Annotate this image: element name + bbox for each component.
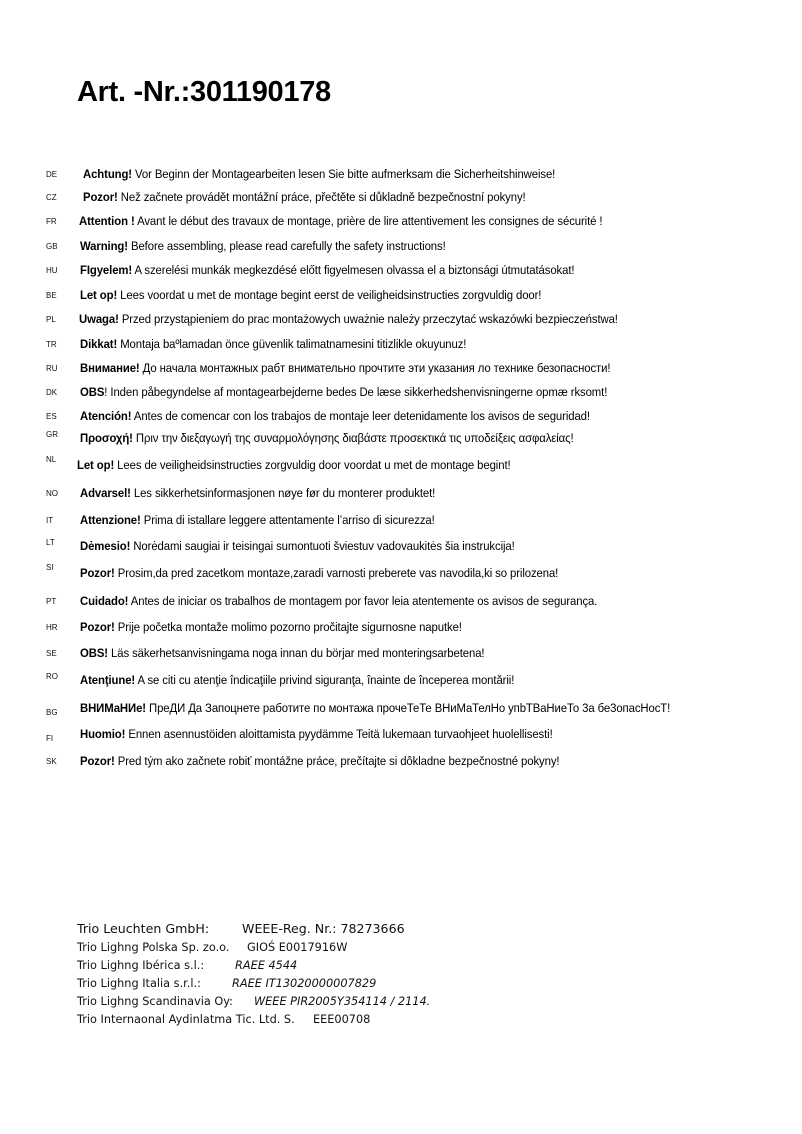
warning-row-hr bbox=[0, 620, 802, 640]
warning-row-no bbox=[0, 486, 802, 506]
warning-label: Cuidado! bbox=[80, 594, 129, 608]
language-code: PL bbox=[46, 315, 56, 324]
language-code: PT bbox=[46, 597, 57, 606]
warning-label: Let op! bbox=[77, 458, 115, 472]
warning-text bbox=[80, 288, 541, 302]
language-code: RO bbox=[46, 672, 58, 681]
language-code: DE bbox=[46, 170, 58, 179]
warning-text bbox=[79, 214, 602, 228]
warning-message: Przed przystąpieniem do prac montażowych uważnie należy przeczytać wskazówki bezpieczeństwa! bbox=[118, 312, 618, 326]
warning-label: Dėmesio! bbox=[80, 539, 131, 553]
warning-text bbox=[80, 646, 484, 660]
warning-message: Lees de veiligheidsinstructies zorgvuldig door voordat u met de montage begint! bbox=[114, 458, 511, 472]
warning-label: Uwaga! bbox=[79, 312, 119, 326]
language-code: ES bbox=[46, 412, 57, 421]
warning-message: ! Inden påbegyndelse af montagearbejderne bedes De læse sikkerhedshenvisningerne opmæ rksomt! bbox=[104, 385, 608, 399]
warning-label: Huomio! bbox=[80, 727, 126, 741]
language-code: IT bbox=[46, 516, 54, 525]
warning-text bbox=[79, 312, 618, 326]
warning-text bbox=[80, 539, 515, 553]
warning-label: OBS bbox=[80, 385, 105, 399]
warning-message: Prima di istallare leggere attentamente l’arriso di sicurezza! bbox=[140, 513, 435, 527]
warning-text bbox=[80, 673, 514, 687]
warning-label: Attention ! bbox=[79, 214, 135, 228]
registration-number: RAEE 4544 bbox=[235, 959, 298, 972]
company-name: Trio Internaonal Aydinlatma Tic. Ltd. S. bbox=[77, 1013, 295, 1026]
language-code: HR bbox=[46, 623, 58, 632]
warning-text bbox=[80, 361, 610, 375]
language-code: BG bbox=[46, 708, 58, 717]
registration-number: EEE00708 bbox=[313, 1013, 371, 1026]
warning-label: Atenţiune! bbox=[80, 673, 136, 687]
warning-text bbox=[80, 239, 446, 253]
warning-message: Montaja baºlamadan önce güvenlik talimatnamesini titizlikle okuyunuz! bbox=[117, 337, 467, 351]
warning-message: Než začnete provádět montážní práce, přečtěte si důkladně bezpečnostní pokyny! bbox=[117, 190, 526, 204]
warning-text bbox=[80, 513, 435, 527]
warning-row-pl bbox=[0, 312, 802, 332]
warning-label: Pozor! bbox=[83, 190, 118, 204]
warning-message: Before assembling, please read carefully the safety instructions! bbox=[127, 239, 446, 253]
warning-row-fi bbox=[0, 727, 802, 747]
language-code: TR bbox=[46, 340, 57, 349]
warning-label: Attenzione! bbox=[80, 513, 141, 527]
warning-row-bg bbox=[0, 701, 802, 721]
warning-message: Läs säkerhetsanvisningama noga innan du börjar med monteringsarbetena! bbox=[107, 646, 485, 660]
warning-message: Pred tým ako začnete robiť montážne práce, prečítajte si dôkladne bezpečnostné pokyny! bbox=[114, 754, 560, 768]
language-code: DK bbox=[46, 388, 58, 397]
warning-row-nl bbox=[0, 455, 802, 478]
warning-text bbox=[80, 337, 466, 351]
warning-label: OBS! bbox=[80, 646, 108, 660]
warning-row-fr bbox=[0, 214, 802, 234]
warning-label: Pozor! bbox=[80, 620, 115, 634]
warning-text bbox=[80, 727, 553, 741]
language-code: FR bbox=[46, 217, 57, 226]
warning-message: Prosim,da pred zacetkom montaze,zaradi varnosti preberete vas navodila,ki so prilozena! bbox=[114, 566, 559, 580]
warning-text bbox=[77, 458, 511, 472]
warning-text bbox=[80, 263, 574, 277]
warning-message: Avant le début des travaux de montage, prière de lire attentivement les consignes de sécurité ! bbox=[134, 214, 603, 228]
registration-number: WEEE PIR2005Y354114 / 2114. bbox=[254, 995, 431, 1008]
warning-label: Pozor! bbox=[80, 566, 115, 580]
warning-message: A szerelési munkák megkezdésé előtt figyelmesen olvassa el a biztonsági útmutatásokat! bbox=[132, 263, 575, 277]
warning-row-es bbox=[0, 409, 802, 429]
warning-label: Atención! bbox=[80, 409, 132, 423]
language-code: SK bbox=[46, 757, 57, 766]
warning-row-se bbox=[0, 646, 802, 666]
warning-message: Les sikkerhetsinformasjonen nøye før du monterer produktet! bbox=[130, 486, 436, 500]
company-name: Trio Lighng Scandinavia Oy: bbox=[77, 995, 233, 1008]
warning-label: Pozor! bbox=[80, 754, 115, 768]
language-code: SI bbox=[46, 563, 54, 572]
warning-message: Lees voordat u met de montage begint eerst de veiligheidsinstructies zorgvuldig door! bbox=[117, 288, 542, 302]
warning-text bbox=[80, 431, 574, 445]
warning-label: Let op! bbox=[80, 288, 118, 302]
warning-label: FIgyelem! bbox=[80, 263, 133, 277]
warning-message: Ennen asennustöiden aloittamista pyydämme Teitä lukemaan turvaohjeet huolellisesti! bbox=[125, 727, 553, 741]
warning-row-pt bbox=[0, 594, 802, 614]
warning-text bbox=[83, 167, 555, 181]
warning-message: Vor Beginn der Montagearbeiten lesen Sie bitte aufmerksam die Sicherheitshinweise! bbox=[131, 167, 556, 181]
company-name: Trio Lighng Ibérica s.l.: bbox=[77, 959, 205, 972]
warning-row-de bbox=[0, 167, 802, 187]
language-code: RU bbox=[46, 364, 58, 373]
company-name: Trio Lighng Italia s.r.l.: bbox=[77, 977, 201, 990]
warning-label: Внимание! bbox=[80, 361, 140, 375]
warning-row-it bbox=[0, 513, 802, 533]
warning-row-ru bbox=[0, 361, 802, 381]
registration-number: WEEE-Reg. Nr.: 78273666 bbox=[242, 921, 405, 936]
warning-message: Antes de comencar con los trabajos de montaje leer detenidamente los avisos de seguridad! bbox=[131, 409, 590, 423]
language-code: GR bbox=[46, 430, 58, 439]
warning-text bbox=[80, 594, 597, 608]
warning-row-gr bbox=[0, 431, 802, 451]
language-code: BE bbox=[46, 291, 57, 300]
warning-text bbox=[80, 754, 559, 768]
warning-text bbox=[83, 190, 526, 204]
language-code: NL bbox=[46, 455, 57, 464]
warning-row-dk bbox=[0, 385, 802, 405]
language-code: GB bbox=[46, 242, 58, 251]
warning-label: Warning! bbox=[80, 239, 128, 253]
language-code: HU bbox=[46, 266, 58, 275]
warning-text bbox=[80, 385, 607, 399]
warning-message: Norėdami saugiai ir teisingai sumontuoti šviestuv vadovaukitės šia instrukcija! bbox=[130, 539, 515, 553]
language-code: SE bbox=[46, 649, 57, 658]
language-code: FI bbox=[46, 734, 54, 743]
warning-row-si bbox=[0, 563, 802, 586]
warning-label: Achtung! bbox=[83, 167, 132, 181]
warning-message: Antes de iniciar os trabalhos de montagem por favor leia atentemente os avisos de segurança. bbox=[128, 594, 598, 608]
warning-row-sk bbox=[0, 754, 802, 774]
warning-row-ro bbox=[0, 673, 802, 693]
warning-text bbox=[80, 409, 590, 423]
article-number-title: Art. -Nr.:301190178 bbox=[77, 76, 331, 108]
warning-text bbox=[80, 566, 558, 580]
warning-row-gb bbox=[0, 239, 802, 259]
warning-message: До начала монтажных рабт внимательно прочтите эти указания ло технике безопасности! bbox=[139, 361, 611, 375]
language-code: CZ bbox=[46, 193, 57, 202]
warning-text bbox=[80, 701, 670, 715]
warning-message: Πριν την διεξαγωγή της συναρμολόγησης διαβάστε προσεκτικά τις υποδείξεις ασφαλείας! bbox=[132, 431, 574, 445]
warning-row-lt bbox=[0, 539, 802, 559]
language-code: LT bbox=[46, 538, 55, 547]
warning-message: Prije početka montaže molimo pozorno pročitajte sigurnosne naputke! bbox=[114, 620, 462, 634]
registration-number: RAEE IT13020000007829 bbox=[232, 977, 377, 990]
warning-row-tr bbox=[0, 337, 802, 357]
warning-row-cz bbox=[0, 190, 802, 210]
warning-row-hu bbox=[0, 263, 802, 283]
warning-label: ВНИМаНИе! bbox=[80, 701, 146, 715]
warning-message: A se citi cu atenţie îndicaţiile privind siguranţa, înainte de începerea montării! bbox=[135, 673, 515, 687]
warning-text bbox=[80, 620, 462, 634]
warning-row-be bbox=[0, 288, 802, 308]
registration-number: GIOŚ E0017916W bbox=[247, 941, 348, 954]
warning-label: Dikkat! bbox=[80, 337, 118, 351]
warning-message: ПреДИ Да Запоцнете работите по монтажа прочеТеТе ВНиМаТелНо упbТВаНиеТо 3а бе3опасНосТ! bbox=[145, 701, 671, 715]
language-code: NO bbox=[46, 489, 58, 498]
warning-text bbox=[80, 486, 435, 500]
company-name: Trio Lighng Polska Sp. zo.o. bbox=[77, 941, 230, 954]
warning-label: Advarsel! bbox=[80, 486, 131, 500]
warning-label: Προσοχή! bbox=[80, 431, 133, 445]
company-name: Trio Leuchten GmbH: bbox=[77, 921, 210, 936]
